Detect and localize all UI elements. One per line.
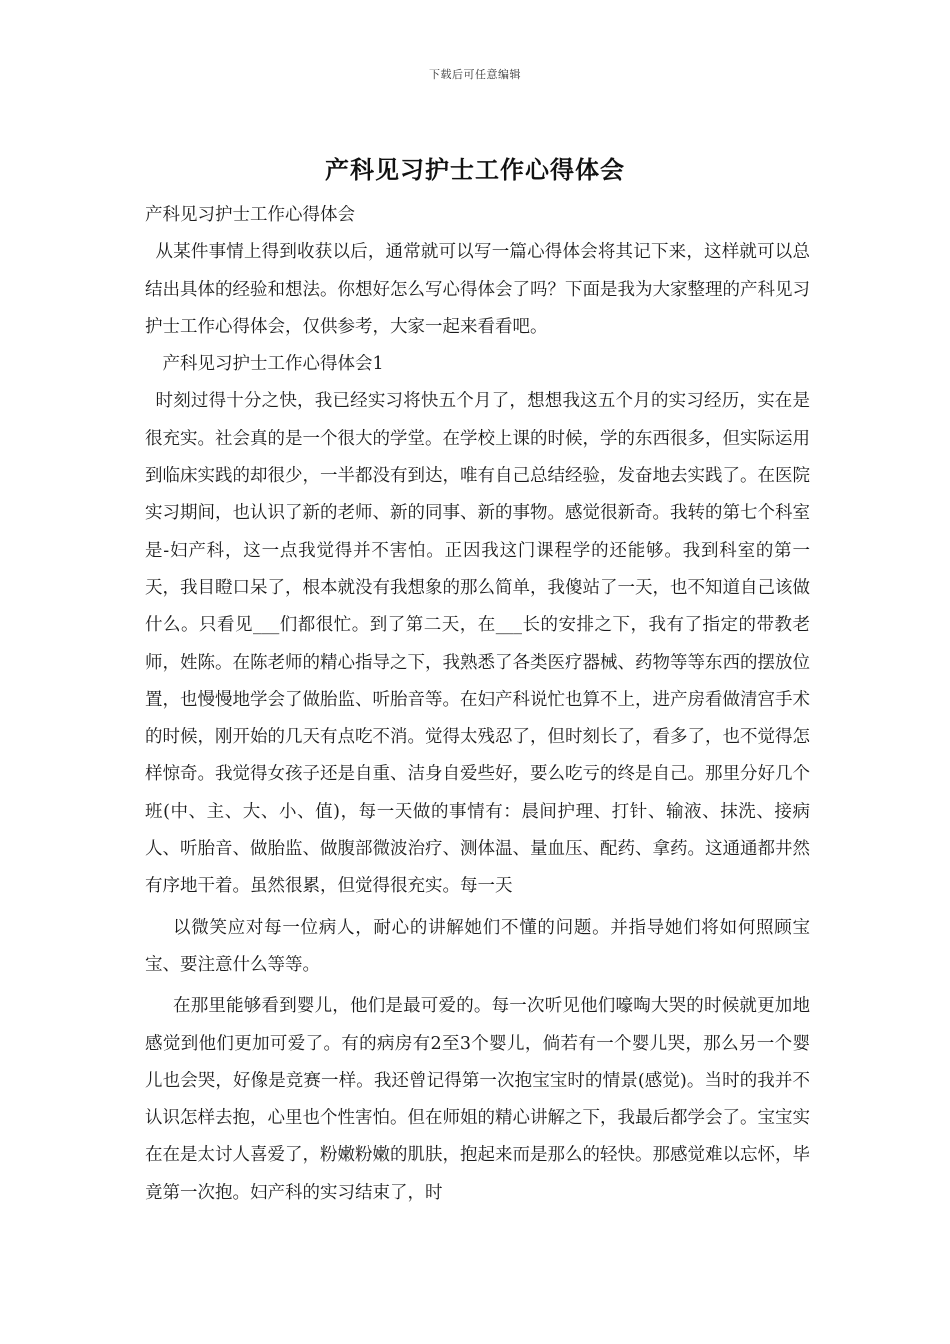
- body-paragraph: 时刻过得十分之快，我已经实习将快五个月了，想想我这五个月的实习经历，实在是很充实。社会真的是一个很大的学堂。在学校上课的时候，学的东西很多，但实际运用到临床实践的却很少，一半都没有到达，唯有自己总结经验，发奋地去实践了。在医院实习期间，也认识了新的老师、新的同事、新的事物。感觉很新奇。我转的第七个科室是-妇产科，这一点我觉得并不害怕。正因我这门课程学的还能够。我到科室的第一天，我目瞪口呆了，根本就没有我想象的那么简单，我傻站了一天，也不知道自己该做什么。只看见___们都很忙。到了第二天，在___长的安排之下，我有了指定的带教老师，姓陈。在陈老师的精心指导之下，我熟悉了各类医疗器械、药物等等东西的摆放位置，也慢慢地学会了做胎监、听胎音等。在妇产科说忙也算不上，进产房看做清宫手术的时候，刚开始的几天有点吃不消。觉得太残忍了，但时刻长了，看多了，也不觉得怎样惊奇。我觉得女孩子还是自重、洁身自爱些好，要么吃亏的终是自己。那里分好几个班(中、主、大、小、值)，每一天做的事情有：晨间护理、打针、输液、抹洗、接病人、听胎音、做胎监、做腹部微波治疗、测体温、量血压、配药、拿药。这通通都井然有序地干着。虽然很累，但觉得很充实。每一天: [145, 391, 810, 897]
- body-paragraph: 以微笑应对每一位病人，耐心的讲解她们不懂的问题。并指导她们将如何照顾宝宝、要注意什么等等。: [145, 917, 810, 975]
- section-heading: 产科见习护士工作心得体会1: [162, 354, 384, 375]
- document-title: 产科见习护士工作心得体会: [325, 155, 625, 184]
- body-paragraph: 在那里能够看到婴儿，他们是最可爱的。每一次听见他们嚎啕大哭的时候就更加地感觉到他们更加可爱了。有的病房有2至3个婴儿，倘若有一个婴儿哭，那么另一个婴儿也会哭，好像是竞赛一样。我还曾记得第一次抱宝宝时的情景(感觉)。当时的我并不认识怎样去抱，心里也个性害怕。但在师姐的精心讲解之下，我最后都学会了。宝宝实在在是太讨人喜爱了，粉嫩粉嫩的肌肤，抱起来而是那么的轻快。那感觉难以忘怀，毕竟第一次抱。妇产科的实习结束了，时: [145, 996, 810, 1203]
- header-note: 下载后可任意编辑: [429, 68, 521, 81]
- intro-paragraph: 从某件事情上得到收获以后，通常就可以写一篇心得体会将其记下来，这样就可以总结出具体的经验和想法。你想好怎么写心得体会了吗？下面是我为大家整理的产科见习护士工作心得体会，仅供参考，大家一起来看看吧。: [145, 242, 810, 337]
- subtitle-paragraph: 产科见习护士工作心得体会: [145, 205, 355, 225]
- document-body: [145, 197, 810, 1212]
